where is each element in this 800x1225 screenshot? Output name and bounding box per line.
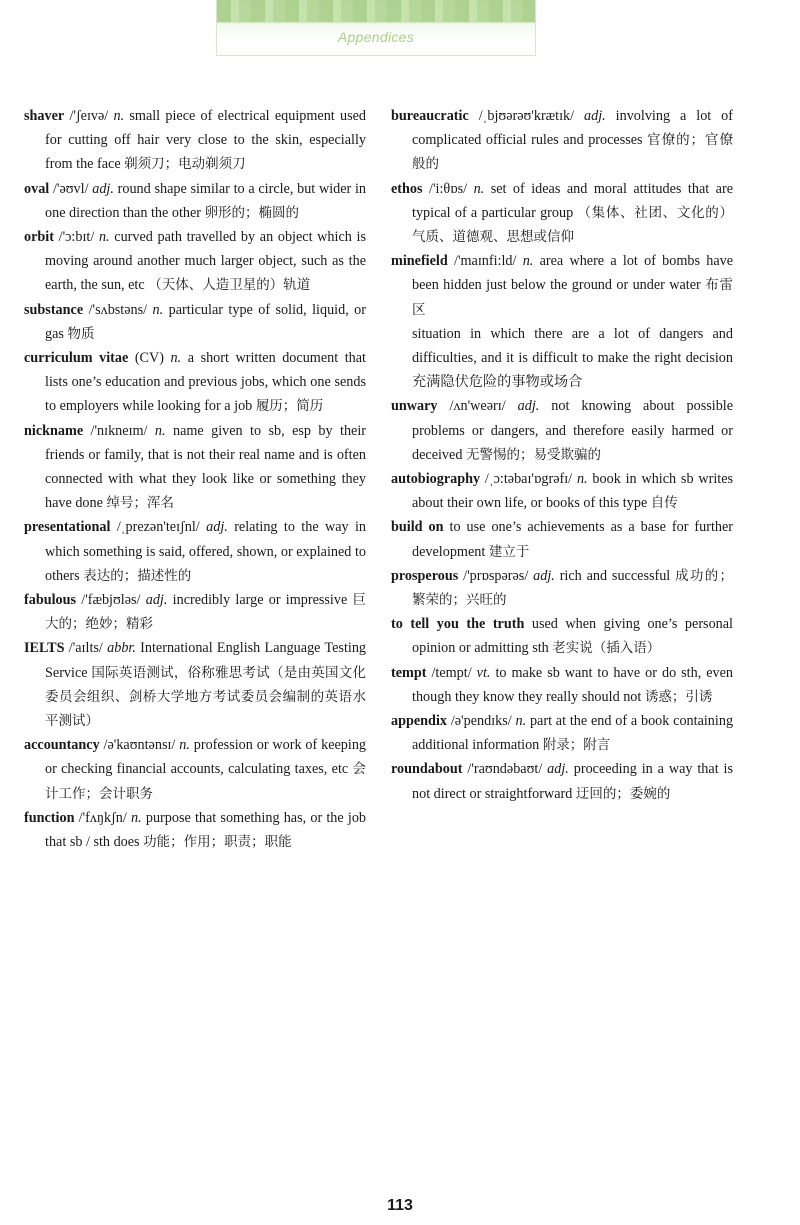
glossary-entry	[391, 177, 733, 250]
definition: small piece of electrical equipment used for cutting off hair very close to the skin, especially from the face	[45, 108, 366, 173]
definition: involving a lot of complicated official rules and processes	[412, 108, 734, 149]
pronunciation: /'aɪlts/	[68, 640, 103, 657]
definition: particular type of solid, liquid, or gas	[45, 301, 367, 342]
chinese-translation: 功能；作用；职责；职能	[143, 834, 292, 851]
glossary-entry	[24, 225, 366, 298]
pronunciation: /'i:θɒs/	[429, 180, 468, 197]
part-of-speech: adj.	[92, 180, 114, 197]
headword: autobiography	[391, 471, 481, 488]
header-decoration	[217, 0, 535, 22]
pronunciation: /ə'kaʊntənsɪ/	[103, 737, 176, 754]
page-number: 113	[387, 1197, 413, 1214]
chinese-translation: 附录；附言	[542, 737, 611, 754]
headword: bureaucratic	[391, 108, 469, 124]
part-of-speech: adj.	[517, 398, 540, 415]
pronunciation: /'raʊndəbaʊt/	[467, 761, 543, 778]
headword: roundabout	[391, 761, 463, 778]
part-of-speech: n.	[152, 301, 164, 318]
headword: accountancy	[24, 737, 100, 754]
pronunciation: /tempt/	[431, 664, 472, 681]
headword: nickname	[24, 422, 84, 439]
definition: proceeding in a way that is not direct or straightforward	[412, 761, 734, 802]
headword: ethos	[391, 180, 423, 197]
part-of-speech: n.	[154, 422, 166, 439]
chinese-translation: 卵形的；椭圆的	[204, 204, 300, 221]
part-of-speech: adj.	[584, 108, 606, 124]
headword: to tell you the truth	[391, 616, 525, 633]
definition: rich and successful	[559, 567, 671, 584]
chinese-translation: 表达的；描述性的	[83, 567, 192, 584]
definition: International English Language Testing Service	[45, 640, 367, 681]
definition: to make sb want to have or do sth, even though they know they really should not	[412, 664, 734, 705]
pronunciation: /'ʃeɪvə/	[69, 108, 109, 124]
chinese-translation: 绰号；浑名	[106, 495, 174, 512]
glossary-column-right	[391, 104, 733, 806]
definition: part at the end of a book containing additional information	[412, 713, 734, 754]
headword: fabulous	[24, 592, 77, 609]
headword: unwary	[391, 398, 438, 415]
section-title: Appendices	[337, 29, 415, 45]
chinese-translation: 自传	[650, 495, 678, 512]
pronunciation: /'maɪnfi:ld/	[454, 253, 517, 270]
chinese-translation: 充满隐伏危险的事物或场合	[412, 374, 583, 391]
definition: incredibly large or impressive	[172, 592, 348, 609]
part-of-speech: n.	[170, 350, 182, 367]
glossary-entry	[24, 419, 366, 516]
glossary-entry	[24, 346, 366, 419]
chinese-translation: 成功的；繁荣的；兴旺的	[412, 567, 734, 609]
chinese-translation: 诱惑；引诱	[644, 688, 713, 705]
headword: orbit	[24, 229, 54, 246]
headword: appendix	[391, 713, 447, 730]
glossary-entry	[391, 564, 733, 612]
part-of-speech: n.	[473, 180, 485, 197]
definition: round shape similar to a circle, but wider in one direction than the other	[45, 180, 367, 221]
glossary-entry	[391, 249, 733, 322]
chinese-translation: （集体、社团、文化的）气质、道德观、思想或信仰	[412, 204, 734, 246]
part-of-speech: n.	[113, 108, 125, 124]
chinese-translation: 迂回的；委婉的	[575, 785, 671, 802]
headword: minefield	[391, 253, 448, 270]
chinese-translation: 官僚的；官僚般的	[412, 132, 734, 173]
chinese-translation: 巨大的；绝妙；精彩	[45, 592, 366, 633]
glossary-entry	[24, 588, 366, 636]
chinese-translation: 履历；简历	[255, 398, 324, 415]
chinese-translation: 国际英语测试，俗称雅思考试（是由英国文化委员会组织、剑桥大学地方考试委员会编制的英语水平测试）	[45, 664, 367, 730]
pronunciation: /ˌprezən'teɪʃnl/	[116, 519, 200, 536]
chinese-translation: 无警惕的；易受欺骗的	[465, 446, 601, 463]
definition: not knowing about possible problems or dangers, and therefore easily harmed or deceived	[412, 398, 734, 463]
headword: presentational	[24, 519, 111, 536]
headword: shaver	[24, 108, 65, 124]
headword: build on	[391, 519, 444, 536]
glossary-entry	[391, 612, 733, 660]
definition: area where a lot of bombs have been hidden just below the ground or under water	[412, 253, 734, 294]
headword: prosperous	[391, 567, 459, 584]
chinese-translation: （天体、人造卫星的）轨道	[148, 277, 311, 294]
pronunciation: /'ɔ:bɪt/	[58, 229, 95, 246]
part-of-speech: n.	[98, 229, 110, 246]
part-of-speech: n.	[522, 253, 534, 270]
chinese-translation: 剃须刀；电动剃须刀	[124, 156, 246, 173]
glossary-subsense	[391, 322, 733, 395]
glossary-entry	[391, 515, 733, 563]
pronunciation: (CV)	[134, 350, 164, 367]
part-of-speech: n.	[179, 737, 190, 754]
part-of-speech: abbr.	[107, 640, 136, 657]
part-of-speech: adj.	[206, 519, 228, 536]
definition: to use one’s achievements as a base for further development	[412, 519, 733, 560]
part-of-speech: adj.	[533, 567, 555, 584]
glossary-entry	[391, 709, 733, 757]
glossary-entry	[24, 177, 366, 225]
pronunciation: /'prɒspərəs/	[463, 567, 529, 584]
glossary-entry	[24, 733, 366, 806]
definition: relating to the way in which something is said, offered, shown, or explained to others	[45, 519, 367, 584]
headword: oval	[24, 180, 50, 197]
part-of-speech: vt.	[476, 664, 491, 681]
glossary-entry	[24, 515, 366, 588]
glossary-entry	[391, 757, 733, 805]
definition: situation in which there are a lot of dangers and difficulties, and it is difficult to make the right decision	[412, 325, 733, 367]
part-of-speech: adj.	[145, 592, 168, 609]
pronunciation: /ˌbjʊərəʊ'krætɪk/	[478, 108, 575, 124]
glossary-column-left	[24, 104, 366, 854]
part-of-speech: adj.	[547, 761, 569, 778]
section-header-tab	[216, 0, 536, 56]
glossary-entry	[24, 636, 366, 733]
definition: book in which sb writes about their own life, or books of this type	[412, 471, 734, 512]
pronunciation: /'sʌbstəns/	[88, 301, 148, 318]
part-of-speech: n.	[576, 471, 588, 488]
headword: tempt	[391, 664, 427, 681]
chinese-translation: 老实说（插入语）	[552, 640, 661, 657]
pronunciation: /'əʊvl/	[52, 180, 89, 197]
glossary-entry	[391, 467, 733, 515]
headword: substance	[24, 301, 84, 318]
part-of-speech: n.	[515, 713, 527, 730]
definition: set of ideas and moral attitudes that are typical of a particular group	[412, 180, 734, 221]
glossary-entry	[24, 806, 366, 854]
pronunciation: /'fʌŋkʃn/	[78, 809, 127, 826]
definition: a short written document that lists one’s education and previous jobs, which one sends to employers while looking for a job	[45, 350, 366, 415]
pronunciation: /ə'pendɪks/	[450, 713, 512, 730]
glossary-entry	[391, 661, 733, 709]
pronunciation: /'fæbjʊləs/	[81, 592, 141, 609]
glossary-entry	[391, 104, 733, 177]
headword: function	[24, 809, 75, 826]
pronunciation: /ʌn'weərɪ/	[449, 398, 506, 415]
headword: IELTS	[24, 640, 65, 657]
glossary-entry	[24, 298, 366, 346]
definition: purpose that something has, or the job that sb / sth does	[45, 809, 367, 851]
glossary-entry	[24, 104, 366, 177]
chinese-translation: 建立于	[488, 543, 530, 560]
definition: used when giving one’s personal opinion or admitting sth	[412, 616, 733, 657]
definition: profession or work of keeping or checking financial accounts, calculating taxes, etc	[45, 737, 367, 778]
chinese-translation: 布雷区	[412, 277, 734, 318]
pronunciation: /ˌɔ:təbaɪ'ɒgrəfɪ/	[484, 471, 573, 488]
glossary-entry	[391, 394, 733, 467]
definition: name given to sb, esp by their friends or family, that is not their real name and is often connected with what they look like or something they have done	[45, 422, 367, 512]
chinese-translation: 物质	[67, 325, 95, 342]
chinese-translation: 会计工作；会计职务	[45, 761, 366, 802]
definition: curved path travelled by an object which is moving around another much larger object, such as the earth, the sun, etc	[45, 229, 366, 294]
part-of-speech: n.	[131, 809, 142, 826]
headword: curriculum vitae	[24, 350, 129, 367]
pronunciation: /'nɪkneɪm/	[90, 422, 148, 439]
